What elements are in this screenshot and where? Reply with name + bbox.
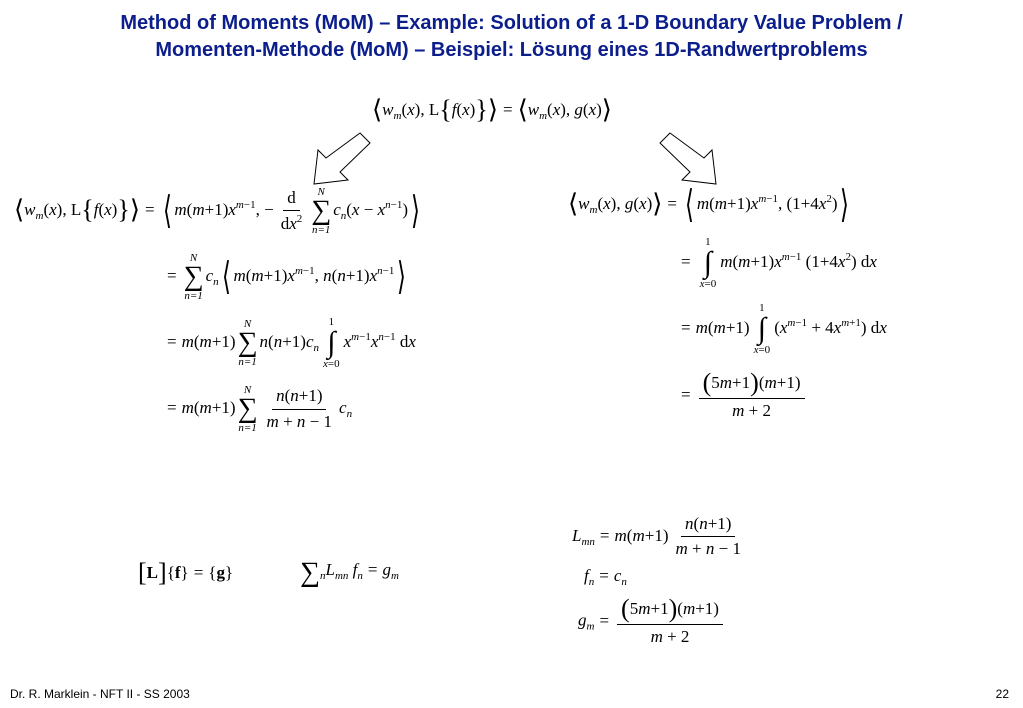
title-line-2: Momenten-Methode (MoM) – Beispiel: Lösung eines 1D-Randwertproblems	[155, 39, 868, 61]
footer-author: Dr. R. Marklein - NFT II - SS 2003	[10, 687, 190, 701]
left-lhs-line-1: $⟨w_m(x)$, L{f(x)}⟩ = ⟨ $m(m+1)x^{m-1}$, − $\frac{d}{dx^2}$ N ∑ n=1 $c_n(x$ − $x^{n-1})⟩$	[14, 186, 420, 236]
title-line-1: Method of Moments (MoM) – Example: Solution of a 1-D Boundary Value Problem /	[120, 12, 903, 34]
right-line-1: $⟨w_m(x)$, g(x)⟩ = ⟨ $m(m+1)x^{m-1}$, $(1+4x^2)⟩$	[568, 184, 850, 226]
right-line-2: = 1 ∫ x=0 $m(m+1)x^{m-1}$ $(1+4x^2)$ dx	[681, 236, 877, 290]
matrix-equation: [L]{f} = {g}	[138, 558, 234, 587]
right-line-4: = $\frac{(5m+1)(m+1)}{m + 2}$	[676, 370, 808, 421]
arrow-down-right-icon	[650, 128, 720, 188]
left-line-3: = m(m+1) N ∑ n=1 $n(n+1)c_n$ 1 ∫ x=0 $x^{m-1}x^{n-1}$ dx	[167, 316, 416, 370]
page-number: 22	[995, 687, 1009, 701]
right-line-3: = m(m+1) 1 ∫ x=0 $(x^{m-1} + 4x^{m+1})$ dx	[681, 302, 887, 356]
left-line-4: = m(m+1) N ∑ n=1 $\frac{n(n+1)}{m + n - 1}$ $c_n$	[167, 384, 353, 434]
definition-f-n: $f_n = c_n$	[584, 566, 627, 588]
inner-product-equation: $⟨w_m(x)$, L{f(x)}⟩ = $⟨w_m(x)$, g(x)⟩	[372, 95, 612, 124]
definition-L-mn: $L_{mn} = m(m+1)$ $\frac{n(n+1)}{m + n - 1}$	[572, 514, 741, 559]
summation-equation: $\sum_nL_{mn}$ $f_n = g_m$	[300, 557, 399, 588]
left-line-2: = N ∑ n=1 $c_n⟨$ $m(m+1)x^{m-1}$, $n(n+1)x^{n-1}⟩$	[167, 252, 407, 302]
arrow-down-left-icon	[310, 128, 380, 188]
slide-title	[0, 10, 1023, 64]
definition-g-m: $g_m$ = $\frac{(5m+1)(m+1)}{m + 2}$	[578, 596, 726, 647]
